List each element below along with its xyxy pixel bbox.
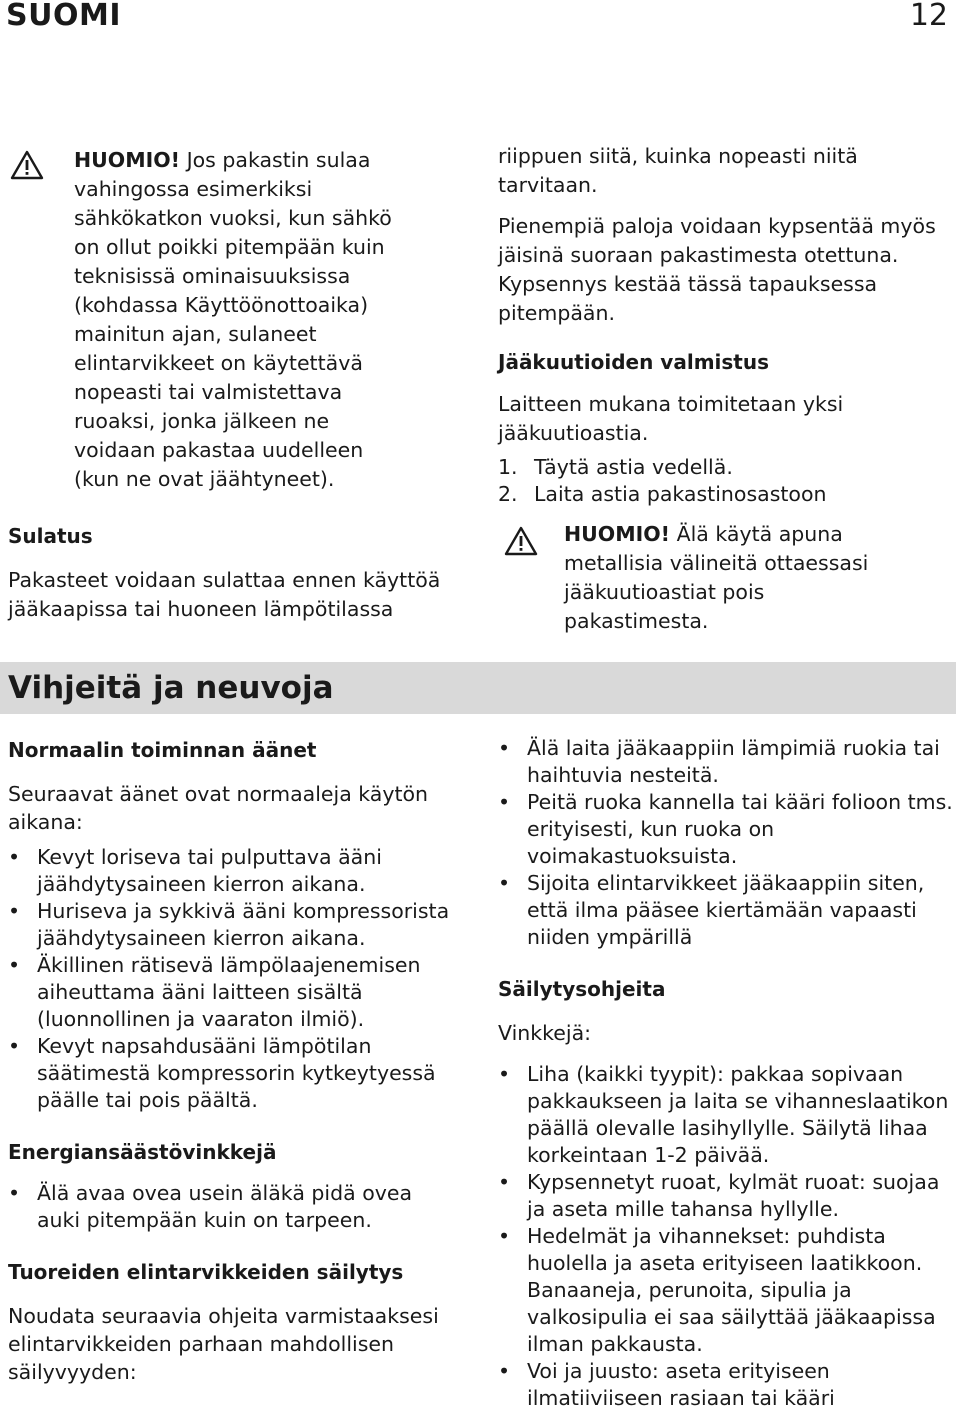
page-number: 12 [909, 0, 948, 33]
list-item: • Älä avaa ovea usein äläkä pidä ovea auki pitempään kuin on tarpeen. [8, 1180, 460, 1234]
thaw-text: Pakasteet voidaan sulattaa ennen käyttöä jääkaapissa tai huoneen lämpötilassa [8, 568, 441, 621]
warning-triangle-icon [10, 150, 44, 180]
step-item [498, 481, 954, 508]
page-language-header: SUOMI [6, 0, 121, 33]
warning-text: Älä käytä apuna metallisia välineitä ottaessasi jääkuutioastiat pois pakastimesta. [564, 522, 869, 633]
normal-sounds-intro: Seuraavat äänet ovat normaaleja käytön aikana: [8, 782, 429, 834]
storage-tips-list [498, 1061, 954, 1412]
warning-triangle-icon [504, 526, 538, 556]
step-number: 1. [498, 455, 518, 479]
section-title-band [0, 662, 956, 714]
thaw-heading: Sulatus [8, 524, 93, 548]
ice-cube-intro: Laitteen mukana toimitetaan yksi jääkuutioastia. [498, 392, 844, 445]
list-item: • Äkillinen rätisevä lämpölaajenemisen aiheuttama ääni laitteen sisältä (luonnollinen ja vaaraton ilmiö). [8, 952, 460, 1033]
list-item: • Hedelmät ja vihannekset: puhdista huolella ja aseta erityiseen laatikkoon. Banaaneja, perunoita, sipulia ja valkosipulia ei saa säilyttää jääkaapissa ilman pakkausta. [498, 1223, 954, 1358]
warning-label: HUOMIO! [564, 522, 671, 546]
normal-sounds-list [8, 844, 460, 1114]
step-number: 2. [498, 482, 518, 506]
left-bottom-column [8, 736, 460, 1386]
right-bottom-column [498, 735, 954, 1412]
ice-cube-heading: Jääkuutioiden valmistus [498, 350, 769, 374]
list-item: • Voi ja juusto: aseta erityiseen ilmatiiviiseen rasiaan tai kääri [498, 1358, 954, 1412]
list-item: • Peitä ruoka kannella tai kääri folioon tms. erityisesti, kun ruoka on voimakastuoksuista. [498, 789, 954, 870]
fresh-food-tips-list [498, 735, 954, 951]
fresh-food-heading: Tuoreiden elintarvikkeiden säilytys [8, 1260, 404, 1284]
ice-tray-warning [564, 520, 894, 636]
warning-label: HUOMIO! [74, 148, 181, 172]
list-item: • Kypsennetyt ruoat, kylmät ruoat: suojaa ja aseta mille tahansa hyllylle. [498, 1169, 954, 1223]
normal-sounds-heading: Normaalin toiminnan äänet [8, 738, 317, 762]
step-text: Täytä astia vedellä. [534, 455, 733, 479]
energy-saving-heading: Energiansäästövinkkejä [8, 1140, 277, 1164]
warning-text: Jos pakastin sulaa vahingossa esimerkiksi sähkökatkon vuoksi, kun sähkö on ollut poikki pitempään kuin teknisissä ominaisuuksissa (kohdassa Käyttöönottoaika) mainitun ajan, sulaneet elintarvikkeet on käytettävä nopeasti tai valmistettava ruoaksi, jonka jälkeen ne voidaan pakastaa uudelleen (kun ne ovat jäähtyneet). [74, 148, 392, 491]
continued-text: riippuen siitä, kuinka nopeasti niitä tarvitaan. [498, 144, 858, 197]
list-item: • Älä laita jääkaappiin lämpimiä ruokia tai haihtuvia nesteitä. [498, 735, 954, 789]
freezer-thaw-warning [74, 146, 404, 494]
storage-heading: Säilytysohjeita [498, 977, 666, 1001]
thaw-section [8, 522, 468, 624]
section-title: Vihjeitä ja neuvoja [8, 670, 334, 706]
storage-intro: Vinkkejä: [498, 1021, 592, 1045]
step-text: Laita astia pakastinosastoon [534, 482, 827, 506]
small-pieces-text: Pienempiä paloja voidaan kypsentää myös jäisinä suoraan pakastimesta otettuna. Kypsennys kestää tässä tapauksessa pitempään. [498, 214, 936, 325]
list-item: • Huriseva ja sykkivä ääni kompressorista jäähdytysaineen kierron aikana. [8, 898, 460, 952]
list-item: • Kevyt napsahdusääni lämpötilan säätimestä kompressorin kytkeytyessä päälle tai pois päältä. [8, 1033, 460, 1114]
list-item: • Sijoita elintarvikkeet jääkaappiin siten, että ilma pääsee kiertämään vapaasti niiden ympärillä [498, 870, 954, 951]
fresh-food-text: Noudata seuraavia ohjeita varmistaaksesi elintarvikkeiden parhaan mahdollisen säilyvyyden: [8, 1304, 439, 1384]
ice-cube-steps [498, 454, 954, 508]
list-item: • Liha (kaikki tyypit): pakkaa sopivaan pakkaukseen ja laita se vihanneslaatikon päällä olevalle lasihyllylle. Säilytä lihaa korkeintaan 1-2 päivää. [498, 1061, 954, 1169]
right-top-column [498, 142, 954, 508]
step-item [498, 454, 954, 481]
energy-saving-list [8, 1180, 460, 1234]
list-item: • Kevyt loriseva tai pulputtava ääni jäähdytysaineen kierron aikana. [8, 844, 460, 898]
